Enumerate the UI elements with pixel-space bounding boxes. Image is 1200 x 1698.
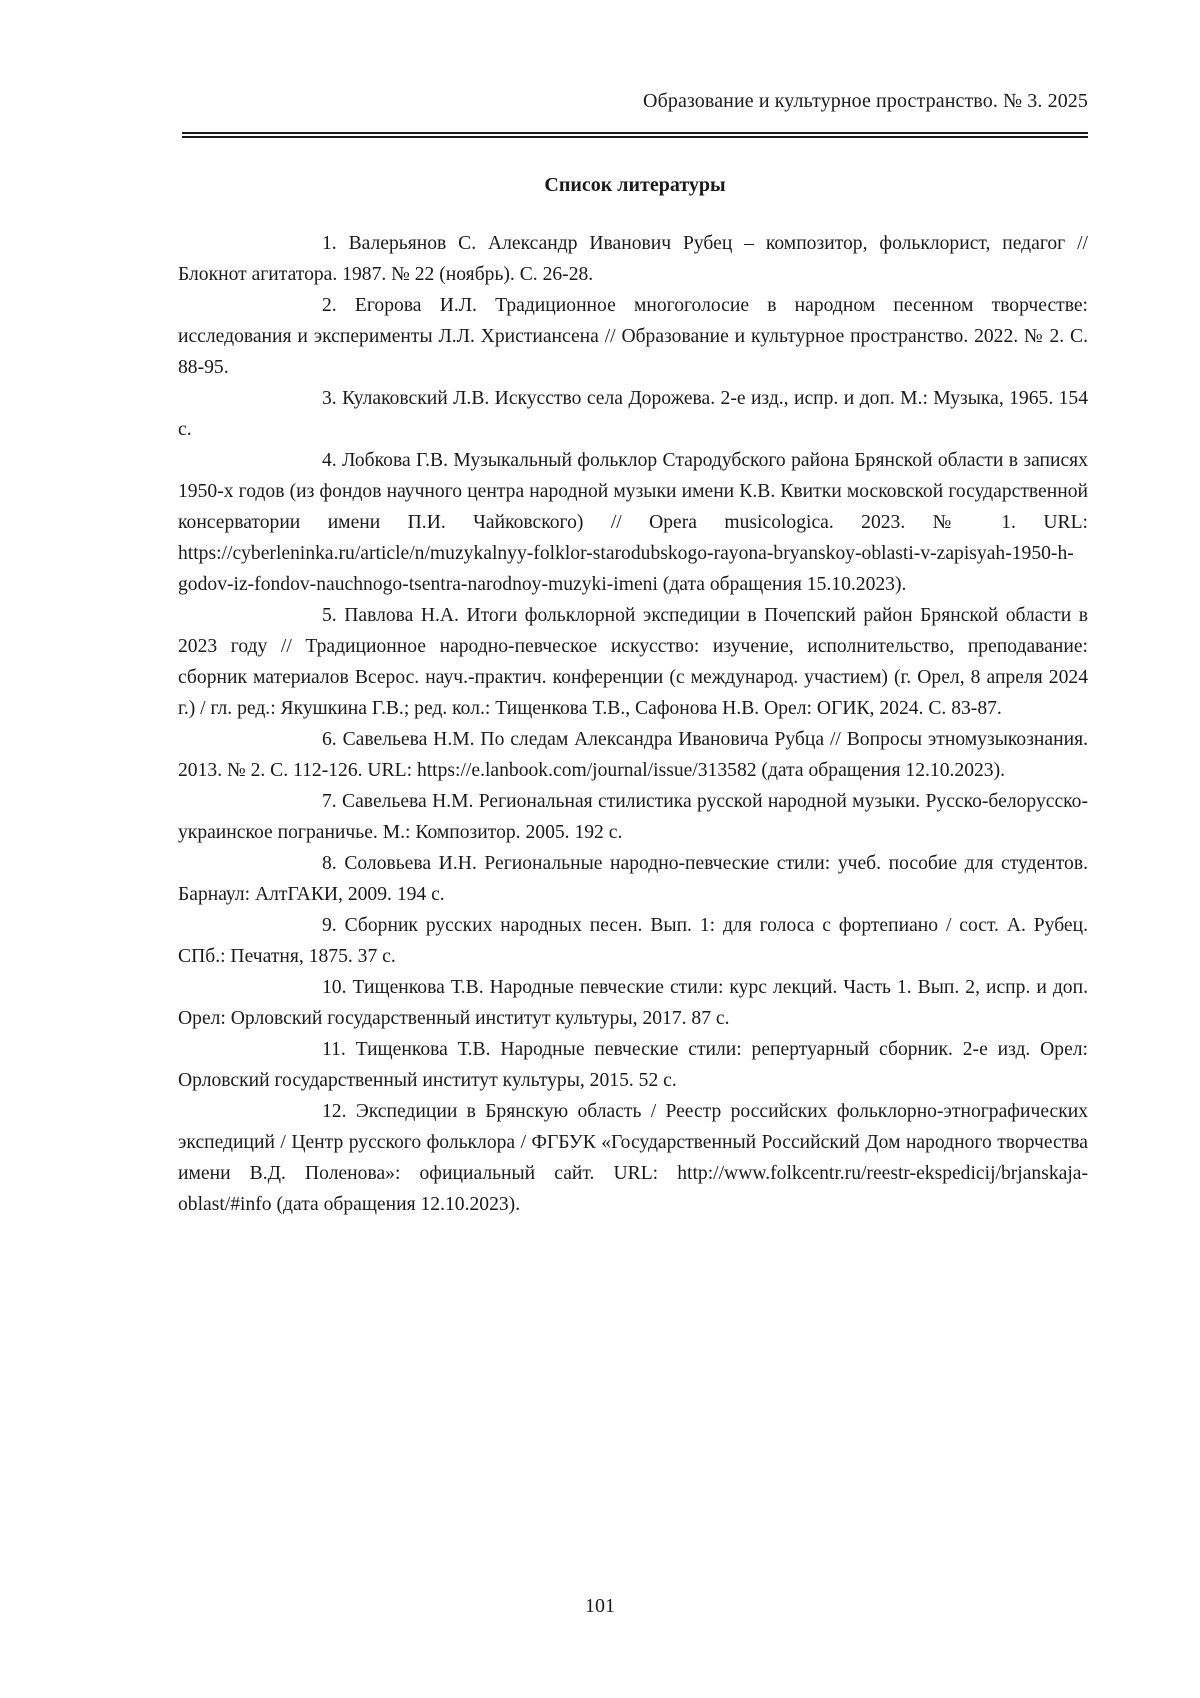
reference-text: Павлова Н.А. Итоги фольклорной экспедиции в Почепский район Брянской области в 2023 году // Традиционное народно-певческое искусство: изучение, исполнительство, преподавание: сборник материалов Всерос. науч.-практич. конференции (с международ. участием) (г. Орел, 8 апреля 2024 г.) / гл. ред.: Якушкина Г.В.; ред. кол.: Тищенкова Т.В., Сафонова Н.В. Орел: ОГИК, 2024. С. 83-87. xyxy=(178,605,1088,719)
reference-number: 8. xyxy=(322,853,337,874)
running-header: Образование и культурное пространство. № 3. 2025 xyxy=(643,90,1088,112)
reference-number: 1. xyxy=(322,233,337,254)
reference-item xyxy=(178,445,1088,600)
reference-item xyxy=(178,724,1088,786)
reference-text: Лобкова Г.В. Музыкальный фольклор Стародубского района Брянской области в записях 1950-х годов (из фондов научного центра народной музыки имени К.В. Квитки московской государственной консерватории имени П.И. Чайковского) // Opera musicologica. 2023. № 1. URL: https://cyberleninka.ru/article/n/muzykalnyy-folklor-starodubskogo-rayona-bryanskoy-oblasti-v-zapisyah-1950-h-godov-iz-fondov-nauchnogo-tsentra-narodnoy-muzyki-imeni (дата обращения 15.10.2023). xyxy=(178,450,1088,595)
reference-item xyxy=(178,1034,1088,1096)
reference-item xyxy=(178,786,1088,848)
reference-number: 5. xyxy=(322,605,337,626)
reference-text: Кулаковский Л.В. Искусство села Дорожева. 2-е изд., испр. и доп. М.: Музыка, 1965. 154 с. xyxy=(178,388,1088,440)
reference-number: 7. xyxy=(322,791,337,812)
reference-text: Савельева Н.М. Региональная стилистика русской народной музыки. Русско-белорусско-украинское пограничье. М.: Композитор. 2005. 192 с. xyxy=(178,791,1088,843)
page-number: 101 xyxy=(585,1595,615,1617)
reference-text: Экспедиции в Брянскую область / Реестр российских фольклорно-этнографических экспедиций / Центр русского фольклора / ФГБУК «Государственный Российский Дом народного творчества имени В.Д. Поленова»: официальный сайт. URL: http://www.folkcentr.ru/reestr-ekspedicij/brjanskaja-oblast/#info (дата обращения 12.10.2023). xyxy=(178,1101,1089,1215)
reference-item xyxy=(178,910,1088,972)
reference-item xyxy=(178,1096,1088,1220)
reference-list xyxy=(178,228,1088,1220)
reference-number: 4. xyxy=(322,450,337,471)
reference-item xyxy=(178,290,1088,383)
reference-item xyxy=(178,600,1088,724)
reference-number: 3. xyxy=(322,388,337,409)
reference-text: Соловьева И.Н. Региональные народно-певческие стили: учеб. пособие для студентов. Барнаул: АлтГАКИ, 2009. 194 с. xyxy=(178,853,1088,905)
reference-number: 11. xyxy=(322,1039,346,1060)
reference-item xyxy=(178,228,1088,290)
reference-item xyxy=(178,383,1088,445)
reference-text: Тищенкова Т.В. Народные певческие стили: репертуарный сборник. 2-е изд. Орел: Орловский государственный институт культуры, 2015. 52 с. xyxy=(178,1039,1089,1091)
reference-text: Савельева Н.М. По следам Александра Ивановича Рубца // Вопросы этномузыкознания. 2013. № 2. С. 112-126. URL: https://e.lanbook.com/journal/issue/313582 (дата обращения 12.10.2023). xyxy=(178,729,1088,781)
reference-number: 6. xyxy=(322,729,337,750)
reference-text: Егорова И.Л. Традиционное многоголосие в народном песенном творчестве: исследования и эксперименты Л.Л. Христиансена // Образование и культурное пространство. 2022. № 2. С. 88-95. xyxy=(178,295,1088,378)
reference-number: 10. xyxy=(322,977,347,998)
reference-number: 2. xyxy=(322,295,337,316)
section-title: Список литературы xyxy=(544,174,726,196)
reference-text: Валерьянов С. Александр Иванович Рубец – композитор, фольклорист, педагог // Блокнот агитатора. 1987. № 22 (ноябрь). С. 26-28. xyxy=(178,233,1088,285)
reference-item xyxy=(178,972,1088,1034)
reference-text: Сборник русских народных песен. Вып. 1: для голоса с фортепиано / сост. А. Рубец. СПб.: Печатня, 1875. 37 с. xyxy=(178,915,1088,967)
reference-number: 9. xyxy=(322,915,337,936)
reference-item xyxy=(178,848,1088,910)
reference-number: 12. xyxy=(322,1101,347,1122)
reference-text: Тищенкова Т.В. Народные певческие стили: курс лекций. Часть 1. Вып. 2, испр. и доп. Орел: Орловский государственный институт культуры, 2017. 87 с. xyxy=(178,977,1088,1029)
header-double-rule xyxy=(182,132,1088,138)
